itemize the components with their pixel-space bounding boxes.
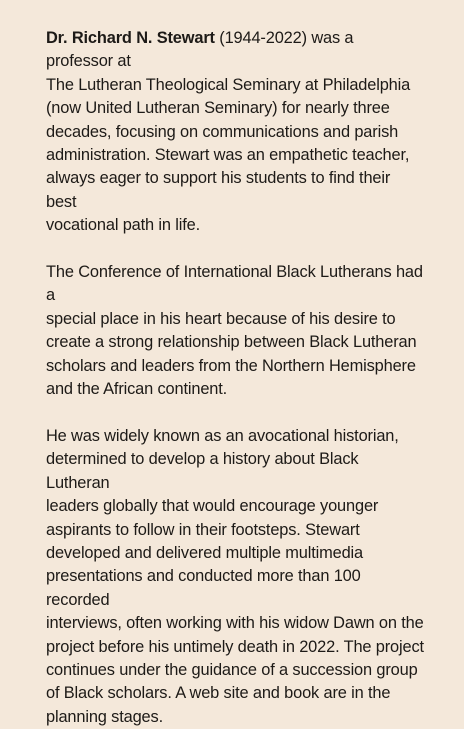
bio-paragraph-3: He was widely known as an avocational historian, determined to develop a history about Black Lutheran leaders globally that would encourage younger aspirants to follow in their footsteps. Stewart developed and delivered multiple multimedia presentations and conducted more than 100 recorded interviews, often working with his widow Dawn on the project before his untimely death in 2022. The project continues under the guidance of a succession group of Black scholars. A web site and book are in the planning stages. bbox=[46, 426, 424, 726]
person-name: Dr. Richard N. Stewart bbox=[46, 29, 215, 47]
bio-paragraph-1-text: (1944-2022) was a professor at The Lutheran Theological Seminary at Philadelphia (now United Lutheran Seminary) for nearly three decades, focusing on communications and parish administration. Stewart was an empathetic teacher, always eager to support his students to find their best vocational path in life. bbox=[46, 29, 411, 235]
bio-paragraph-2: The Conference of International Black Lutherans had a special place in his heart because of his desire to create a strong relationship between Black Lutheran scholars and leaders from the Northern Hemisphere and the African continent. bbox=[46, 263, 423, 399]
bio-paragraph-1 bbox=[46, 27, 424, 238]
